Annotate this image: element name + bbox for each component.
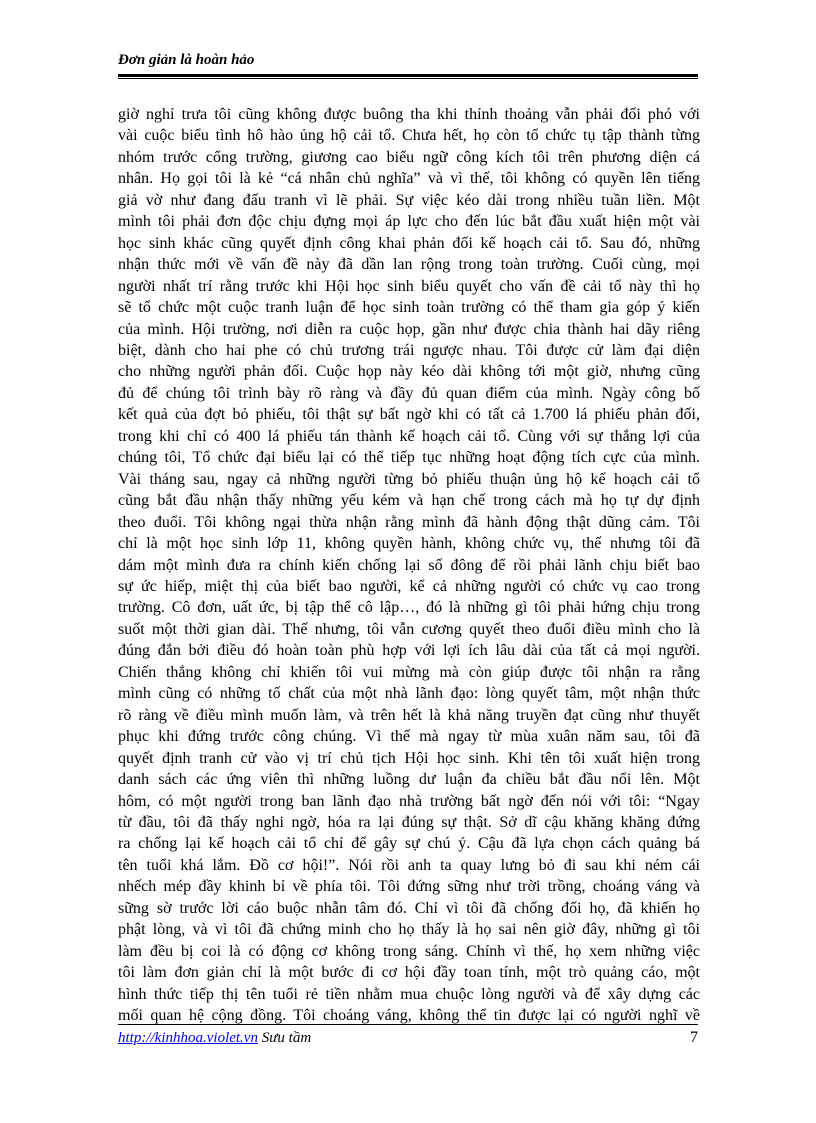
footer-rule [118, 1024, 698, 1025]
text-line: nhếch mép đầy khinh bỉ về phía tôi. Tôi đứng sững như trời trồng, choáng váng và [118, 878, 700, 896]
text-line: cho những người phản đối. Cuộc họp này kéo dài không tới một giờ, nhưng cũng [118, 363, 700, 381]
header-rule-thick [118, 74, 698, 77]
text-line: rõ ràng về điều mình muốn làm, và trên hết là khả năng truyền đạt cũng như thuyết [118, 706, 700, 724]
page-number: 7 [690, 1029, 698, 1046]
text-line: cũng bắt đầu nhận thấy những yếu kém và hạn chế trong cách mà họ tự dự định [118, 492, 700, 510]
text-line: danh sách các ứng viên thì những luồng dư luận đa chiều bắt đầu nổi lên. Một [118, 771, 700, 789]
text-line: biệt, dành cho hai phe có chủ trương trái ngược nhau. Tôi được cử làm đại diện [118, 341, 700, 359]
text-line: sững sờ trước lời cáo buộc nhẫn tâm đó. Chỉ vì tôi đã chống đối họ, đã khiến họ [118, 899, 700, 917]
text-line: phật lòng, và vì tôi đã chứng minh cho họ thấy là họ sai nên giờ đây, những gì tôi [118, 921, 700, 939]
text-line: mình tôi phải đơn độc chịu đựng mọi áp lực cho đến lúc bắt đầu xuất hiện một vài [118, 213, 700, 231]
text-line: phục khi đứng trước công chúng. Vì thế mà ngay từ mùa xuân năm sau, tôi đã [118, 728, 700, 746]
text-line: người nhất trí rằng trước khi Hội học sinh biểu quyết cho vấn đề cải tổ này thì họ [118, 277, 700, 295]
text-line: chúng tôi, Tổ chức đại biểu lại có thể tiếp tục những hoạt động tích cực của mình. [118, 449, 700, 467]
text-line: nhóm trước cổng trường, giương cao biểu ngữ công kích tôi trên phương diện cá [118, 148, 700, 166]
text-line: sự ức hiếp, miệt thị của biết bao người, kể cả những người có chức vụ cao trong [118, 577, 700, 595]
document-title: Đơn giản là hoàn hảo [118, 52, 255, 68]
header-rule-thin [118, 78, 698, 79]
text-line: dám một mình đưa ra chính kiến chống lại số đông để rồi phải lãnh chịu biết bao [118, 556, 700, 574]
text-line: tên tuổi khá lắm. Đồ cơ hội!”. Nói rồi anh ta quay lưng bỏ đi sau khi ném cái [118, 856, 700, 874]
text-line: sẽ tổ chức một cuộc tranh luận để học sinh toàn trường có thể tham gia góp ý kiến [118, 299, 700, 317]
text-line: kết quả của đợt bỏ phiếu, tôi thật sự bất ngờ khi có tất cả 1.700 lá phiếu phản đối, [118, 406, 700, 424]
text-line: theo đuổi. Tôi không ngại thừa nhận rằng mình đã hành động thật dũng cảm. Tôi [118, 513, 700, 531]
text-line: mình cũng có những tố chất của một nhà lãnh đạo: lòng quyết tâm, một nhận thức [118, 685, 700, 703]
text-line: làm đều bị coi là có động cơ không trong sáng. Chính vì thế, họ xem những việc [118, 942, 700, 960]
text-line: nhận thức mới về vấn đề này đã dần lan rộng trong toàn trường. Cuối cùng, mọi [118, 256, 700, 274]
text-line: hôm, có một người trong ban lãnh đạo nhà trường bất ngờ đến nói với tôi: “Ngay [118, 792, 700, 810]
text-line: của mình. Hội trường, nơi diễn ra cuộc họp, gần như được chia thành hai dãy riêng [118, 320, 700, 338]
text-line: trường. Cô đơn, uất ức, bị tập thể cô lập…, đó là những gì tôi phải hứng chịu trong [118, 599, 700, 617]
text-line: từ đầu, tôi đã thấy nghi ngờ, hóa ra lại đúng sự thật. Sở dĩ cậu khăng khăng đứng [118, 813, 700, 831]
text-line: đúng đắn bởi điều đó hoàn toàn phù hợp với lợi ích lâu dài của tất cả mọi người. [118, 642, 700, 660]
text-line: mối quan hệ cộng đồng. Tôi choáng váng, không thể tin được lại có người nghĩ về [118, 1007, 700, 1025]
page-footer [118, 1028, 698, 1048]
text-line: trong khi chỉ có 400 lá phiếu tán thành kế hoạch cải tổ. Cùng với sự thắng lợi của [118, 427, 700, 445]
body-text [118, 104, 700, 1026]
text-line: ra chống lại kế hoạch cải tổ chỉ để gây sự chú ý. Cậu đã lựa chọn cách quảng bá [118, 835, 700, 853]
text-line: Vài tháng sau, ngay cả những người từng bỏ phiếu thuận ủng hộ kế hoạch cải tổ [118, 470, 700, 488]
text-line: vài cuộc biểu tình hô hào ủng hộ cải tổ. Chưa hết, họ còn tổ chức tụ tập thành từng [118, 127, 700, 145]
text-line: học sinh khác cũng quyết định công khai phản đối kế hoạch cải tổ. Sau đó, những [118, 234, 700, 252]
text-line: Chiến thắng không chỉ khiến tôi vui mừng mà còn giúp được tôi nhận ra rằng [118, 663, 700, 681]
source-link[interactable]: http://kinhhoa.violet.vn [118, 1030, 258, 1046]
text-line: suốt một thời gian dài. Thế nhưng, tôi vẫn cương quyết theo đuổi điều mình cho là [118, 620, 700, 638]
page-header [118, 50, 698, 70]
text-line: giả vờ như đang đấu tranh vì lẽ phải. Sự việc kéo dài trong nhiều tuần liền. Một [118, 191, 700, 209]
text-line: quyết định tranh cử vào vị trí chủ tịch Hội học sinh. Khi tên tôi xuất hiện trong [118, 749, 700, 767]
text-line: giờ nghỉ trưa tôi cũng không được buông tha khi thỉnh thoảng vẫn phải đối phó với [118, 106, 700, 123]
text-line: nhân. Họ gọi tôi là kẻ “cá nhân chủ nghĩa” và vì thế, tôi không có quyền lên tiếng [118, 170, 700, 188]
text-line: hình thức tiếp thị tên tuổi rẻ tiền nhằm mua chuộc lòng người và để xây dựng các [118, 985, 700, 1003]
source-label: Sưu tầm [257, 1030, 312, 1046]
text-line: chỉ là một học sinh lớp 11, không quyền hành, không chức vụ, thế nhưng tôi đã [118, 535, 700, 553]
text-line: đủ để chúng tôi trình bày rõ ràng và đầy đủ quan điểm của mình. Ngày công bố [118, 384, 700, 402]
text-line: tôi làm đơn giản chỉ là một bước đi cơ hội đầy toan tính, một trò quảng cáo, một [118, 964, 700, 982]
